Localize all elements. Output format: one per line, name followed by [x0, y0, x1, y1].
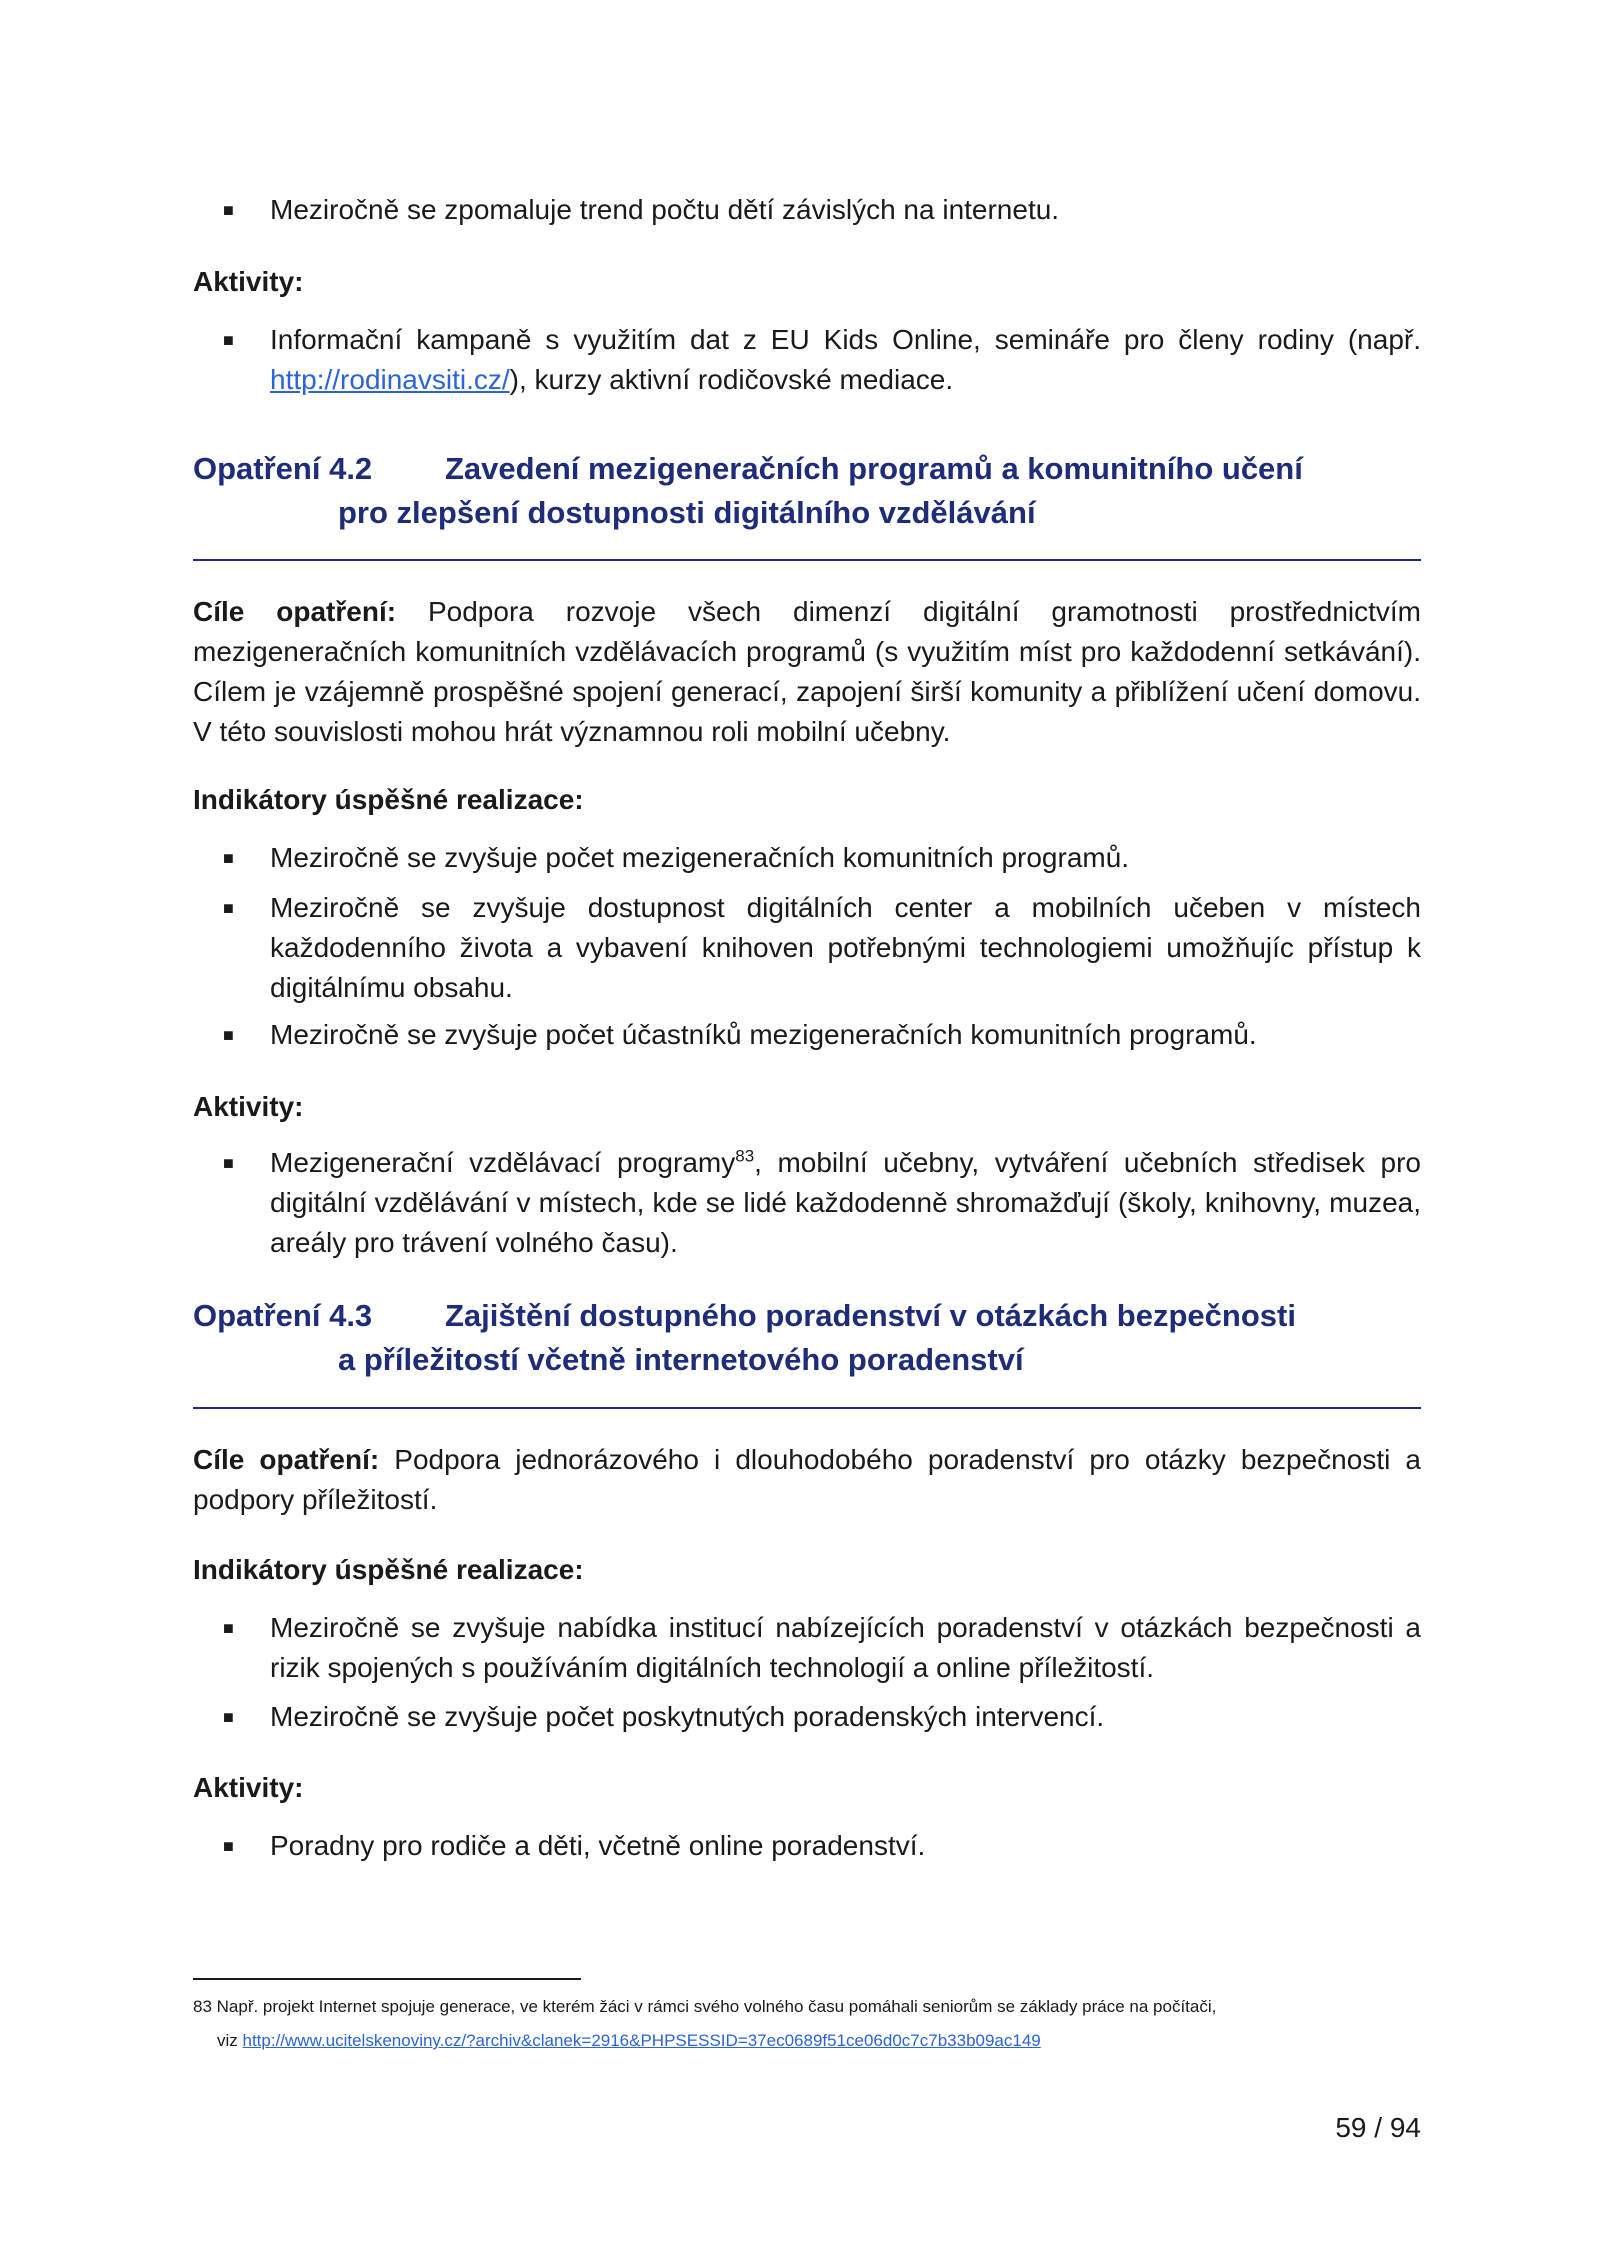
- activities-heading: Aktivity:: [193, 266, 304, 297]
- activity-text-end: , mobilní učebny, vytváření učebních středisek pro digitální vzdělávání v místech, kde se lidé každodenně shromažďují (školy, knihovny, muzea, areály pro trávení volného času).: [270, 1147, 1421, 1258]
- indicator-text: Meziročně se zvyšuje počet poskytnutých poradenských intervencí.: [270, 1701, 1105, 1732]
- list-item-text: Meziročně se zpomaluje trend počtu dětí závislých na internetu.: [270, 194, 1060, 225]
- activity-text-start: Mezigenerační vzdělávací programy: [270, 1147, 736, 1178]
- activities-heading: Aktivity:: [193, 1091, 304, 1122]
- rodinavsiti-link[interactable]: http://rodinavsiti.cz/: [270, 364, 510, 395]
- bullet-icon: ■: [223, 1025, 234, 1045]
- activity-text: [270, 1143, 1421, 1263]
- goals-text: Podpora rozvoje všech dimenzí digitální gramotnosti prostřednictvím mezigeneračních komunitních vzdělávacích programů (s využitím míst pro každodenní setkávání). Cílem je vzájemně prospěšné spojení generací, zapojení širší komunity a přiblížení učení domovu. V této souvislosti mohou hrát významnou roli mobilní učebny.: [193, 596, 1421, 747]
- measure-goals: [193, 592, 1421, 752]
- goals-label: Cíle opatření:: [193, 1444, 380, 1475]
- bullet-icon: ■: [223, 1707, 234, 1727]
- bullet-icon: ■: [223, 898, 234, 918]
- indicators-heading: Indikátory úspěšné realizace:: [193, 784, 584, 815]
- measure-title-line1: Zavedení mezigeneračních programů a komunitního učení: [445, 451, 1303, 486]
- activities-heading: Aktivity:: [193, 1772, 304, 1803]
- activity-text-end: ), kurzy aktivní rodičovské mediace.: [509, 364, 954, 395]
- bullet-icon: ■: [223, 1836, 234, 1856]
- activity-text: Poradny pro rodiče a děti, včetně online poradenství.: [270, 1830, 926, 1861]
- ucitelskenoviny-link[interactable]: http://www.ucitelskenoviny.cz/?archiv&clanek=2916&PHPSESSID=37ec0689f51ce06d0c7c7b33b09ac149: [242, 2031, 1041, 2050]
- heading-divider: [193, 559, 1421, 561]
- measure-title-line2: pro zlepšení dostupnosti digitálního vzdělávání: [338, 495, 1036, 530]
- bullet-icon: ■: [223, 330, 234, 350]
- indicators-heading: Indikátory úspěšné realizace:: [193, 1554, 584, 1585]
- measure-goals: [193, 1440, 1421, 1520]
- measure-title-line1: Zajištění dostupného poradenství v otázkách bezpečnosti: [445, 1298, 1296, 1333]
- footnote-reference[interactable]: 83: [735, 1146, 755, 1166]
- activity-text: [270, 320, 1421, 400]
- bullet-icon: ■: [223, 1153, 234, 1173]
- heading-divider: [193, 1407, 1421, 1409]
- page-number: 59 / 94: [1335, 2112, 1421, 2143]
- footnote-divider: [193, 1978, 581, 1980]
- footnote-prefix: viz: [217, 2031, 243, 2050]
- bullet-icon: ■: [223, 1618, 234, 1638]
- indicator-text: Meziročně se zvyšuje dostupnost digitálních center a mobilních učeben v místech každodenního života a vybavení knihoven potřebnými technologiemi umožňujíc přístup k digitálnímu obsahu.: [270, 892, 1421, 1003]
- indicator-text: Meziročně se zvyšuje počet mezigeneračních komunitních programů.: [270, 842, 1130, 873]
- footnote-line2: [217, 2024, 1445, 2058]
- measure-title-line2: a příležitostí včetně internetového poradenství: [338, 1342, 1024, 1377]
- goals-label: Cíle opatření:: [193, 596, 397, 627]
- indicator-text: Meziročně se zvyšuje počet účastníků mezigeneračních komunitních programů.: [270, 1019, 1257, 1050]
- bullet-icon: ■: [223, 200, 234, 220]
- goals-text: Podpora jednorázového i dlouhodobého poradenství pro otázky bezpečnosti a podpory příležitostí.: [193, 1444, 1421, 1515]
- measure-number: Opatření 4.3: [193, 1298, 373, 1333]
- measure-number: Opatření 4.2: [193, 451, 373, 486]
- indicator-text: Meziročně se zvyšuje nabídka institucí nabízejících poradenství v otázkách bezpečnosti a rizik spojených s používáním digitálních technologií a online příležitostí.: [270, 1612, 1421, 1683]
- bullet-icon: ■: [223, 848, 234, 868]
- footnote-line1: 83 Např. projekt Internet spojuje generace, ve kterém žáci v rámci svého volného času pomáhali seniorům se základy práce na počítači,: [193, 1997, 1217, 2016]
- activity-text-start: Informační kampaně s využitím dat z EU Kids Online, semináře pro členy rodiny (např.: [270, 324, 1421, 355]
